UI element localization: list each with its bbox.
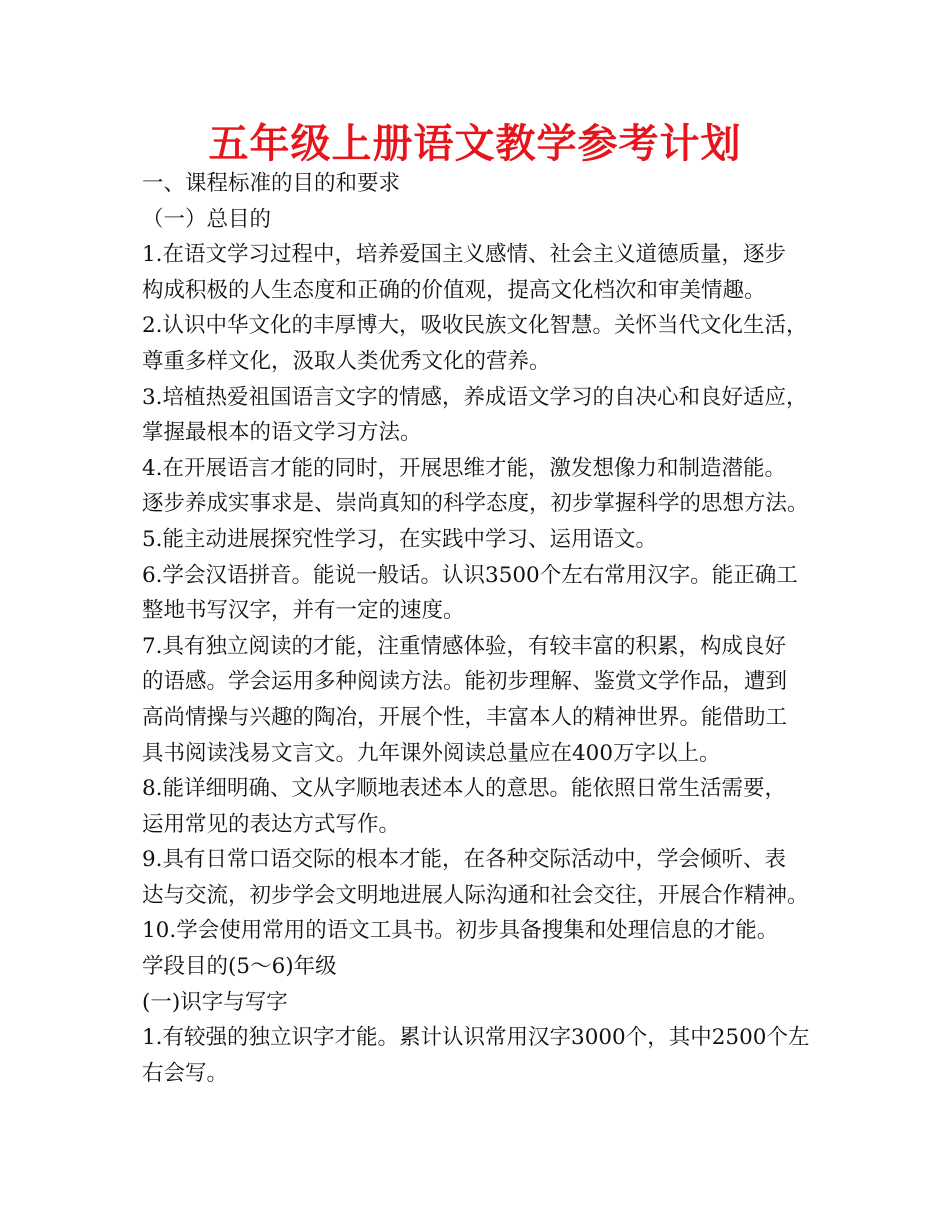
paragraph-line: 10.学会使用常用的语文工具书。初步具备搜集和处理信息的才能。: [142, 918, 779, 944]
paragraph-line: 高尚情操与兴趣的陶冶，开展个性，丰富本人的精神世界。能借助工: [142, 704, 788, 730]
paragraph-line: 5.能主动进展探究性学习，在实践中学习、运用语文。: [142, 526, 658, 552]
paragraph-line: 运用常见的表达方式写作。: [142, 811, 401, 837]
paragraph-line: 9.具有日常口语交际的根本才能，在各种交际活动中，学会倾听、表: [142, 847, 787, 873]
paragraph-line: 构成积极的人生态度和正确的价值观，提高文化档次和审美情趣。: [142, 277, 766, 303]
subsection-heading: (一)识字与写字: [142, 989, 288, 1015]
paragraph-line: 6.学会汉语拼音。能说一般话。认识3500个左右常用汉字。能正确工: [142, 562, 798, 588]
paragraph-line: 1.在语文学习过程中，培养爱国主义感情、社会主义道德质量，逐步: [142, 242, 787, 268]
paragraph-line: 3.培植热爱祖国语言文字的情感，养成语文学习的自决心和良好适应，: [142, 384, 808, 410]
document-body: [142, 166, 842, 1091]
paragraph-line: 达与交流，初步学会文明地进展人际沟通和社会交往，开展合作精神。: [142, 882, 809, 908]
paragraph-line: 具书阅读浅易文言文。九年课外阅读总量应在400万字以上。: [142, 740, 721, 766]
paragraph-line: 2.认识中华文化的丰厚博大，吸收民族文化智慧。关怀当代文化生活，: [142, 313, 808, 339]
paragraph-line: 4.在开展语言才能的同时，开展思维才能，激发想像力和制造潜能。: [142, 455, 787, 481]
section-heading: 一、课程标准的目的和要求: [142, 171, 401, 196]
paragraph-line: 尊重多样文化，汲取人类优秀文化的营养。: [142, 348, 551, 374]
paragraph-line: 整地书写汉字，并有一定的速度。: [142, 598, 465, 624]
section-heading: 学段目的(5～6)年级: [142, 954, 337, 980]
paragraph-line: 7.具有独立阅读的才能，注重情感体验，有较丰富的积累，构成良好: [142, 633, 787, 659]
paragraph-line: 逐步养成实事求是、崇尚真知的科学态度，初步掌握科学的思想方法。: [142, 491, 809, 517]
paragraph-line: 8.能详细明确、文从字顺地表述本人的意思。能依照日常生活需要，: [142, 776, 787, 802]
subsection-heading: （一）总目的: [142, 206, 272, 232]
paragraph-line: 1.有较强的独立识字才能。累计认识常用汉字3000个，其中2500个左: [142, 1025, 810, 1051]
paragraph-line: 右会写。: [142, 1060, 229, 1086]
paragraph-line: 掌握最根本的语文学习方法。: [142, 420, 422, 446]
document-title: 五年级上册语文教学参考计划: [208, 121, 742, 167]
paragraph-line: 的语感。学会运用多种阅读方法。能初步理解、鉴赏文学作品，遭到: [142, 669, 788, 695]
